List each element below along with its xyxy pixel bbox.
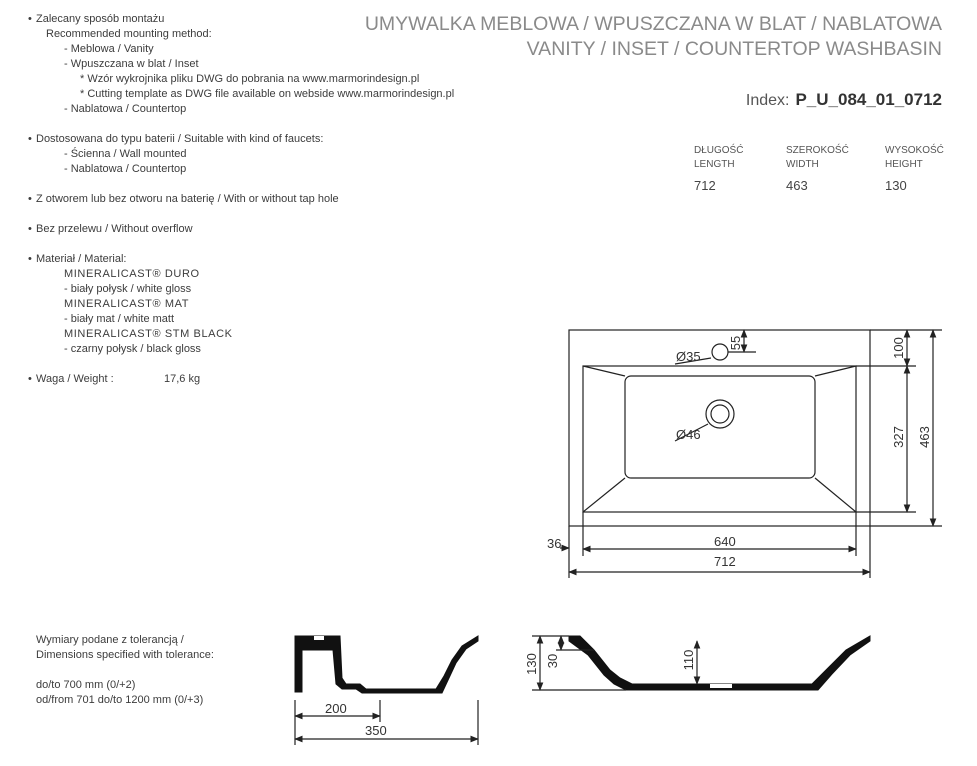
material-name: MINERALICAST® DURO (64, 268, 200, 280)
side-tap-hole (314, 636, 324, 640)
bowl-floor (625, 376, 815, 478)
overflow-spec: • Bez przelewu / Without overflow (36, 222, 556, 237)
dim-label-55: 55 (728, 335, 743, 351)
mounting-item: - Meblowa / Vanity (64, 43, 154, 55)
dimension-value: 130 (885, 178, 907, 193)
mounting-heading-pl: • Zalecany sposób montażu (36, 12, 556, 27)
product-title-pl: UMYWALKA MEBLOWA / WPUSZCZANA W BLAT / NABLATOWA (364, 13, 942, 35)
mounting-note: * Wzór wykrojnika pliku DWG do pobrania na www.marmorindesign.pl (80, 73, 420, 85)
dimension-label-pl: SZEROKOŚĆ (786, 145, 849, 156)
front-section-profile (569, 636, 870, 690)
tap-hole (712, 344, 728, 360)
dim-label-327: 327 (891, 426, 906, 448)
tap-hole-spec: • Z otworem lub bez otworu na baterię / With or without tap hole (36, 192, 556, 207)
material-heading: • Materiał / Material: (36, 252, 556, 267)
top-view (560, 330, 942, 578)
dim-label-36: 36 (547, 536, 562, 551)
faucet-item: - Ścienna / Wall mounted (64, 148, 187, 160)
front-drain (710, 684, 732, 688)
weight-value: 17,6 kg (164, 373, 201, 385)
material-name: MINERALICAST® MAT (64, 298, 190, 310)
side-section-profile (295, 636, 478, 693)
index-label: Index: (745, 92, 790, 109)
bowl-corner-line (583, 366, 625, 376)
dim-label-30: 30 (545, 653, 560, 669)
tap-hole-label: Ø35 (676, 349, 701, 364)
material-finish: - czarny połysk / black gloss (64, 343, 201, 355)
index-value: P_U_084_01_0712 (795, 90, 942, 109)
product-title-en: VANITY / INSET / COUNTERTOP WASHBASIN (526, 38, 942, 60)
dimension-label-pl: WYSOKOŚĆ (885, 145, 944, 156)
dim-label-200: 200 (325, 701, 347, 716)
weight-label: Waga / Weight : (36, 373, 114, 385)
bowl-corner-line (815, 478, 856, 512)
dim-label-100: 100 (891, 337, 906, 359)
tolerance-range: do/to 700 mm (0/+2) (36, 679, 136, 691)
dim-label-350: 350 (365, 723, 387, 738)
front-section (532, 636, 870, 690)
tolerance-line: Dimensions specified with tolerance: (36, 649, 214, 661)
dim-label-463: 463 (917, 426, 932, 448)
mounting-heading-en: Recommended mounting method: (46, 28, 212, 40)
dimension-label-en: WIDTH (786, 159, 819, 170)
drain-hole-label: Ø46 (676, 427, 701, 442)
tolerance-line: Wymiary podane z tolerancją / (36, 634, 184, 646)
dim-label-640: 640 (714, 534, 736, 549)
dimension-value: 463 (786, 178, 808, 193)
material-name: MINERALICAST® STM BLACK (64, 328, 233, 340)
bowl-corner-line (815, 366, 856, 376)
dimension-label-pl: DŁUGOŚĆ (694, 145, 744, 156)
faucet-item: - Nablatowa / Countertop (64, 163, 187, 175)
dim-label-712: 712 (714, 554, 736, 569)
dimension-label-en: HEIGHT (885, 159, 923, 170)
faucets-heading: • Dostosowana do typu baterii / Suitable with kind of faucets: (36, 132, 556, 147)
tolerance-range: od/from 701 do/to 1200 mm (0/+3) (36, 694, 204, 706)
dim-label-110: 110 (681, 649, 696, 671)
material-finish: - biały połysk / white gloss (64, 283, 192, 295)
dimension-value: 712 (694, 178, 716, 193)
mounting-item: - Wpuszczana w blat / Inset (64, 58, 199, 70)
drain-hole-outer (706, 400, 734, 428)
drain-hole-inner (711, 405, 729, 423)
mounting-note: * Cutting template as DWG file available on webside www.marmorindesign.pl (80, 88, 455, 100)
dim-label-130: 130 (524, 653, 539, 675)
material-finish: - biały mat / white matt (64, 313, 175, 325)
mounting-item: - Nablatowa / Countertop (64, 103, 187, 115)
dimension-label-en: LENGTH (694, 159, 735, 170)
bowl-corner-line (583, 478, 625, 512)
